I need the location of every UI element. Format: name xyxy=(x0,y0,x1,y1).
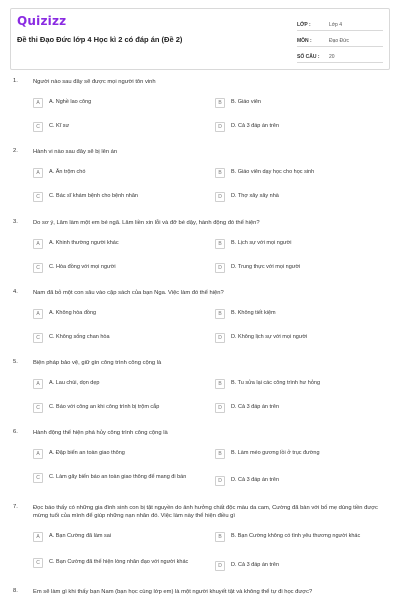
option-letter: C xyxy=(33,473,43,483)
option-letter: B xyxy=(215,449,225,459)
option-letter: A xyxy=(33,449,43,459)
option-letter: D xyxy=(215,122,225,132)
option-text: B. Làm méo gương lồi ở trục đường xyxy=(231,450,320,457)
option-text: A. Khinh thường người khác xyxy=(49,240,119,247)
option-text: D. Không lịch sự với mọi người xyxy=(231,334,308,341)
question-number: 6. xyxy=(13,429,18,435)
answer-option-a[interactable] xyxy=(33,96,203,109)
answer-option-c[interactable] xyxy=(33,401,203,414)
option-letter: A xyxy=(33,168,43,178)
option-letter: C xyxy=(33,263,43,273)
option-text: B. Không tiết kiệm xyxy=(231,310,276,317)
option-text: D. Cả 3 đáp án trên xyxy=(231,477,280,484)
option-text: A. Nghề lao công xyxy=(49,99,92,106)
option-letter: C xyxy=(33,333,43,343)
quizizz-logo: Quizizz xyxy=(17,14,67,28)
answer-option-b[interactable] xyxy=(215,377,385,390)
question-number: 3. xyxy=(13,219,18,225)
quiz-meta xyxy=(297,17,383,65)
question-text: Do sơ ý, Lâm làm một em bé ngã. Lâm liền xin lỗi và đỡ bé dậy, hành động đó thể hiện? xyxy=(33,220,260,226)
option-letter: C xyxy=(33,192,43,202)
quiz-header xyxy=(10,8,390,70)
option-letter: D xyxy=(215,333,225,343)
answer-option-b[interactable] xyxy=(215,237,385,250)
meta-label: SỐ CÂU : xyxy=(297,54,320,60)
option-letter: D xyxy=(215,403,225,413)
option-letter: A xyxy=(33,532,43,542)
question-number: 2. xyxy=(13,148,18,154)
option-text: C. Hòa đồng với mọi người xyxy=(49,264,116,271)
option-text: B. Bạn Cường không có tình yêu thương người khác xyxy=(231,533,361,540)
question-number: 5. xyxy=(13,359,18,365)
option-text: C. Bác sĩ khám bệnh cho bệnh nhân xyxy=(49,193,138,200)
option-text: D. Cả 3 đáp án trên xyxy=(231,123,280,130)
meta-value: Lớp 4 xyxy=(329,22,343,28)
answer-option-c[interactable] xyxy=(33,190,203,203)
answer-option-a[interactable] xyxy=(33,166,203,179)
question-text: Hành vi nào sau đây sẽ bị lên án xyxy=(33,149,118,155)
option-text: C. Bạn Cường đã thể hiện lòng nhân đạo với người khác xyxy=(49,559,189,566)
meta-row-subject xyxy=(297,33,383,47)
option-text: B. Tu sửa lại các công trình hư hỏng xyxy=(231,380,320,387)
question-number: 7. xyxy=(13,504,18,510)
meta-row-count xyxy=(297,49,383,63)
option-text: A. Không hòa đồng xyxy=(49,310,97,317)
option-text: A. Bạn Cường đã làm sai xyxy=(49,533,112,540)
answer-option-d[interactable] xyxy=(215,261,385,274)
option-letter: A xyxy=(33,239,43,249)
option-text: C. Báo với công an khi công trình bị trộm cắp xyxy=(49,404,160,411)
question-text: Em sẽ làm gì khi thấy bạn Nam (bạn học cùng lớp em) là một người khuyết tật và không thể tự đi học được? xyxy=(33,589,313,595)
answer-option-a[interactable] xyxy=(33,447,203,460)
meta-value: Đạo Đức xyxy=(329,38,350,44)
option-text: C. Kĩ sư xyxy=(49,123,70,130)
option-text: B. Giáo viên xyxy=(231,99,261,106)
answer-option-b[interactable] xyxy=(215,307,385,320)
option-letter: A xyxy=(33,379,43,389)
page-title: Đề thi Đạo Đức lớp 4 Học kì 2 có đáp án (Đề 2) xyxy=(17,35,183,44)
option-letter: D xyxy=(215,263,225,273)
option-text: A. Ăn trộm chó xyxy=(49,169,86,176)
answer-option-a[interactable] xyxy=(33,307,203,320)
option-letter: B xyxy=(215,239,225,249)
option-letter: D xyxy=(215,192,225,202)
answer-option-c[interactable] xyxy=(33,261,203,274)
meta-label: MÔN : xyxy=(297,38,312,44)
option-letter: B xyxy=(215,379,225,389)
question-text: Hành động thể hiện phá hủy công trình công cộng là xyxy=(33,430,168,436)
answer-option-d[interactable] xyxy=(215,190,385,203)
option-text: B. Giáo viên dạy học cho học sinh xyxy=(231,169,315,176)
answer-option-b[interactable] xyxy=(215,447,385,460)
option-letter: A xyxy=(33,309,43,319)
answer-option-c[interactable] xyxy=(33,471,203,484)
option-text: D. Cả 3 đáp án trên xyxy=(231,404,280,411)
answer-option-b[interactable] xyxy=(215,530,385,543)
question-text: Người nào sau đây sẽ được mọi người tôn vinh xyxy=(33,79,156,85)
answer-option-a[interactable] xyxy=(33,237,203,250)
answer-option-b[interactable] xyxy=(215,166,385,179)
option-text: C. Làm gãy biển báo an toàn giao thông để mang đi bán xyxy=(49,474,187,481)
answer-option-c[interactable] xyxy=(33,331,203,344)
option-letter: D xyxy=(215,476,225,486)
option-letter: B xyxy=(215,309,225,319)
option-letter: B xyxy=(215,168,225,178)
question-number: 4. xyxy=(13,289,18,295)
option-text: D. Trung thực với mọi người xyxy=(231,264,301,271)
answer-option-c[interactable] xyxy=(33,556,203,569)
meta-value: 20 xyxy=(329,54,335,60)
answer-option-d[interactable] xyxy=(215,559,385,572)
answer-option-d[interactable] xyxy=(215,331,385,344)
answer-option-a[interactable] xyxy=(33,530,203,543)
answer-option-d[interactable] xyxy=(215,401,385,414)
answer-option-c[interactable] xyxy=(33,120,203,133)
option-letter: C xyxy=(33,403,43,413)
option-letter: B xyxy=(215,532,225,542)
option-text: D. Cả 3 đáp án trên xyxy=(231,562,280,569)
question-text: Biện pháp bảo vệ, giữ gìn công trình công cộng là xyxy=(33,360,162,366)
option-text: B. Lịch sự với mọi người xyxy=(231,240,292,247)
meta-row-class xyxy=(297,17,383,31)
option-text: A. Đập biển an toàn giao thông xyxy=(49,450,125,457)
answer-option-d[interactable] xyxy=(215,474,385,487)
meta-label: LỚP : xyxy=(297,22,311,28)
question-text: Nam đã bỏ một con sâu vào cặp sách của bạn Nga. Việc làm đó thể hiện? xyxy=(33,290,224,296)
option-letter: C xyxy=(33,122,43,132)
option-text: D. Thợ xây xây nhà xyxy=(231,193,279,200)
answer-option-b[interactable] xyxy=(215,96,385,109)
option-text: C. Không sống chan hòa xyxy=(49,334,110,341)
question-number: 1. xyxy=(13,78,18,84)
answer-option-d[interactable] xyxy=(215,120,385,133)
option-letter: C xyxy=(33,558,43,568)
question-number: 8. xyxy=(13,588,18,594)
answer-option-a[interactable] xyxy=(33,377,203,390)
option-text: A. Lau chùi, dọn dẹp xyxy=(49,380,100,387)
option-letter: D xyxy=(215,561,225,571)
option-letter: A xyxy=(33,98,43,108)
question-text: Đọc báo thấy có những gia đình sinh con bị tật nguyền do ảnh hưởng chất độc màu da cam, Cường đã bàn với bố mẹ dùng tiền được mừng tuổi của mình để giúp những nạn nhân đó. Việc làm này thể hiện điều gì xyxy=(33,505,378,519)
option-letter: B xyxy=(215,98,225,108)
